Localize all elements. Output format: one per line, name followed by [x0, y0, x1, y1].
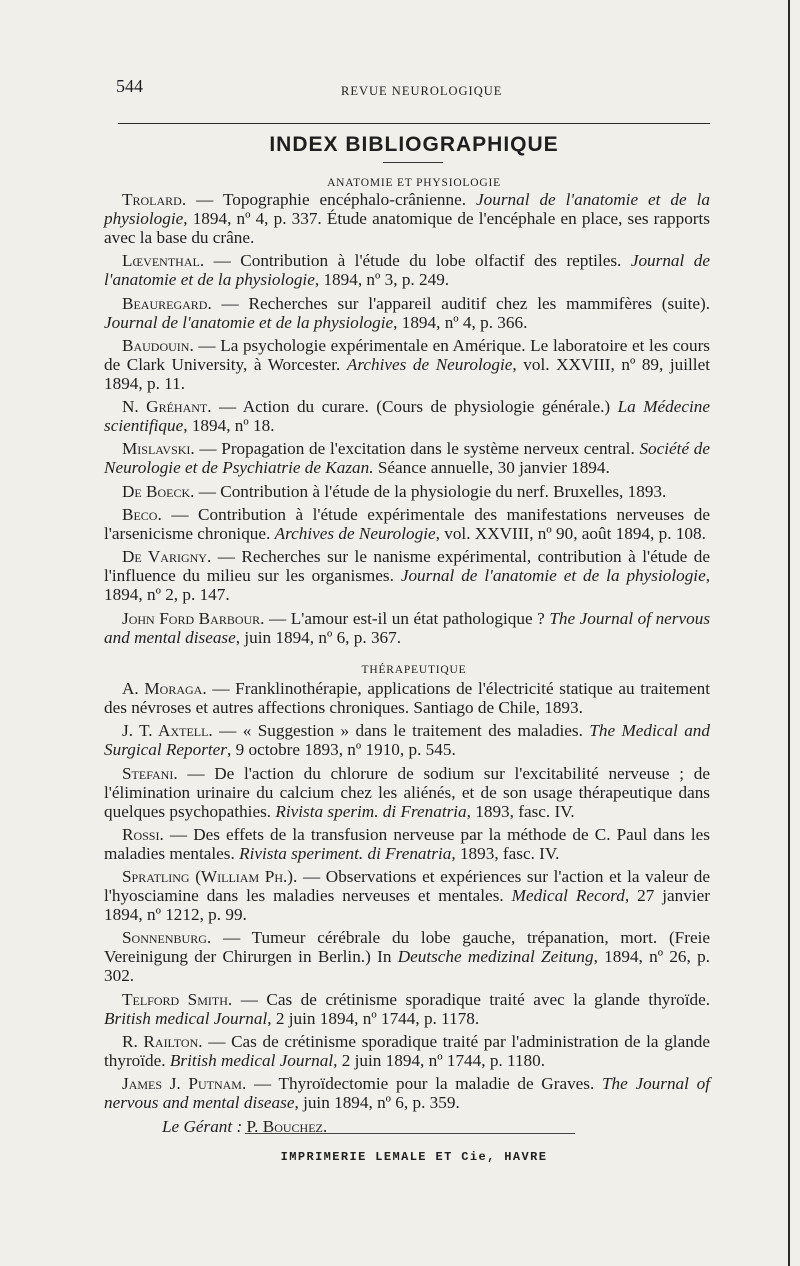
- entry-author: Telford Smith.: [122, 989, 233, 1009]
- entry-author: John Ford Barbour.: [122, 608, 265, 628]
- section-heading-anatomie: ANATOMIE ET PHYSIOLOGIE: [327, 177, 501, 189]
- entry-author: James J. Putnam.: [122, 1074, 247, 1094]
- gerant-label: Le Gérant :: [162, 1116, 243, 1136]
- entry-source: The Journal of nervous and mental disease: [104, 1074, 710, 1113]
- entry-details: , 1894, nº 2, p. 147.: [104, 566, 710, 605]
- entry-source: Rivista speriment. di Frenatria,: [239, 843, 456, 863]
- entry-details: , 27 janvier 1894, nº 1212, p. 99.: [104, 886, 710, 925]
- entry-source: Archives de Neurologie: [274, 524, 436, 544]
- entry-author: N. Gréhant.: [122, 397, 212, 417]
- entry-text: — Action du curare. (Cours de physiologie générale.): [211, 397, 618, 417]
- entry-author: Beco.: [122, 505, 162, 525]
- bibliography-entry: [104, 439, 710, 477]
- entry-text: — Contribution à l'étude du lobe olfactif des reptiles.: [204, 251, 631, 271]
- entry-author: Beauregard.: [122, 293, 212, 313]
- bibliography-entry: [104, 1074, 710, 1112]
- entry-text: — Cas de crétinisme sporadique traité avec la glande thyroïde.: [232, 989, 711, 1009]
- entry-source: Archives de Neurologie: [346, 354, 513, 374]
- entry-text: — Propagation de l'excitation dans le système nerveux central.: [194, 439, 640, 459]
- bibliography-entry: [104, 825, 710, 863]
- entry-author: Sonnenburg.: [122, 928, 212, 948]
- entry-source: Journal de l'anatomie et de la physiologie: [104, 312, 394, 332]
- entry-author: Rossi.: [122, 824, 164, 844]
- entry-author: De Varigny.: [122, 547, 212, 567]
- entry-author: Lœventhal.: [122, 251, 205, 271]
- entry-author: De Boeck.: [122, 481, 195, 501]
- section-therapeutique-entries: [104, 679, 710, 1137]
- page-title: INDEX BIBLIOGRAPHIQUE: [269, 133, 559, 156]
- entry-details: , vol. XXVIII, nº 90, août 1894, p. 108.: [435, 524, 706, 544]
- page-edge-line: [788, 0, 790, 1266]
- entry-text: — « Suggestion » dans le traitement des maladies.: [212, 721, 590, 741]
- entry-text: — De l'action du chlorure de sodium sur l'excitabilité nerveuse ; de l'élimination urinaire du calcium chez les aliénés, et de son usage thérapeutique dans quelques psychopathies.: [104, 763, 710, 821]
- entry-source: British medical Journal: [104, 1008, 268, 1028]
- entry-details: , 1893, fasc. IV.: [466, 801, 575, 821]
- entry-details: , 1894, nº 4, p. 337. Étude anatomique de l'encéphale en place, ses rapports avec la base du crâne.: [104, 209, 710, 247]
- bibliography-entry: [104, 990, 710, 1028]
- entry-details: , 1894, nº 26, p. 302.: [104, 947, 710, 986]
- entry-details: , 2 juin 1894, nº 1744, p. 1178.: [267, 1008, 480, 1028]
- entry-source: Journal de l'anatomie et de la physiologie: [400, 566, 706, 586]
- header-rule: [118, 123, 710, 124]
- printer-line: IMPRIMERIE LEMALE ET Cie, HAVRE: [280, 1150, 548, 1164]
- bibliography-entry: [104, 190, 710, 247]
- bottom-rule: [245, 1133, 575, 1134]
- entry-details: , vol. XXVIII, nº 89, juillet 1894, p. 11.: [104, 354, 710, 393]
- entry-details: , 1894, nº 4, p. 366.: [393, 312, 528, 332]
- entry-source: Journal de l'anatomie et de la physiologie: [104, 251, 710, 290]
- entry-source: Journal de l'anatomie et de la physiologie: [104, 190, 710, 228]
- journal-title: REVUE NEUROLOGIQUE: [341, 84, 503, 98]
- entry-details: Séance annuelle, 30 janvier 1894.: [373, 458, 610, 478]
- entry-author: R. Railton.: [122, 1032, 203, 1052]
- entry-author: Baudouin.: [122, 335, 194, 355]
- section-anatomie-entries: [104, 190, 710, 651]
- entry-text: — Thyroïdectomie pour la maladie de Graves.: [246, 1074, 602, 1094]
- bibliography-entry: [104, 547, 710, 604]
- entry-author: Stefani.: [122, 763, 178, 783]
- bibliography-entry: [104, 764, 710, 821]
- title-rule: [383, 162, 443, 163]
- bibliography-entry: [104, 505, 710, 543]
- entry-author: J. T. Axtell.: [122, 721, 213, 741]
- entry-source: La Médecine scientifique: [104, 397, 710, 436]
- entry-text: — Recherches sur le nanisme expérimental, contribution à l'étude de l'influence du milieu sur les organismes.: [104, 547, 710, 586]
- entry-source: Rivista sperim. di Frenatria: [275, 801, 467, 821]
- entry-text: — Recherches sur l'appareil auditif chez les mammifères (suite).: [211, 293, 710, 313]
- entry-list: [104, 679, 710, 1112]
- section-heading-therapeutique: THÉRAPEUTIQUE: [361, 664, 467, 676]
- bibliography-entry: [104, 294, 710, 332]
- entry-source: British medical Journal: [169, 1051, 334, 1071]
- bibliography-entry: [104, 251, 710, 289]
- entry-details: , 9 octobre 1893, nº 1910, p. 545.: [227, 740, 456, 760]
- entry-author: Mislavski.: [122, 439, 195, 459]
- bibliography-entry: [104, 397, 710, 435]
- bibliography-entry: [104, 679, 710, 717]
- bibliography-entry: [104, 928, 710, 985]
- entry-text: — Contribution à l'étude de la physiologie du nerf. Bruxelles, 1893.: [194, 481, 667, 501]
- entry-author: A. Moraga.: [122, 679, 207, 698]
- entry-text: — Observations et expériences sur l'action et la valeur de l'hyosciamine dans les maladies nerveuses et mentales.: [104, 867, 710, 906]
- entry-text: — Des effets de la transfusion nerveuse par la méthode de C. Paul dans les maladies mentales.: [104, 824, 710, 863]
- entry-text: — L'amour est-il un état pathologique ?: [264, 608, 550, 628]
- entry-details: 1893, fasc. IV.: [455, 843, 560, 863]
- entry-source: Medical Record: [511, 886, 625, 906]
- entry-source: Deutsche medizinal Zeitung: [397, 947, 594, 967]
- entry-details: , 1894, nº 18.: [183, 416, 275, 436]
- entry-text: — Cas de crétinisme sporadique traité par l'administration de la glande thyroïde.: [104, 1032, 711, 1071]
- entry-list: [104, 190, 710, 647]
- entry-source: Société de Neurologie et de Psychiatrie de Kazan.: [104, 439, 710, 478]
- bibliography-entry: [104, 867, 710, 924]
- entry-text: — Contribution à l'étude expérimentale des manifestations nerveuses de l'arsenicisme chronique.: [104, 505, 710, 544]
- entry-author: Trolard.: [122, 190, 187, 209]
- bibliography-entry: [104, 609, 710, 647]
- entry-details: , 1894, nº 3, p. 249.: [314, 270, 450, 290]
- bibliography-entry: [104, 482, 710, 501]
- entry-source: The Journal of nervous and mental disease: [104, 608, 711, 647]
- bibliography-entry: [104, 336, 710, 393]
- entry-text: — Franklinothérapie, applications de l'électricité statique au traitement des névroses et autres affections chroniques. Santiago de Chile, 1893.: [104, 679, 710, 717]
- page-number: 544: [116, 76, 143, 96]
- bibliography-entry: [104, 1032, 710, 1070]
- entry-text: — Topographie encéphalo-crânienne.: [186, 190, 477, 209]
- entry-text: — La psychologie expérimentale en Amérique. Le laboratoire et les cours de Clark University, à Worcester.: [104, 335, 710, 374]
- bibliography-entry: [104, 721, 710, 759]
- entry-details: , 2 juin 1894, nº 1744, p. 1180.: [333, 1051, 546, 1071]
- entry-text: — Tumeur cérébrale du lobe gauche, trépanation, mort. (Freie Vereinigung der Chirurgen in Berlin.) In: [104, 928, 710, 967]
- entry-details: , juin 1894, nº 6, p. 359.: [294, 1093, 460, 1113]
- running-head: [116, 76, 708, 100]
- gerant-name: P. Bouchez.: [246, 1116, 328, 1136]
- entry-details: , juin 1894, nº 6, p. 367.: [235, 627, 402, 647]
- entry-source: The Medical and Surgical Reporter: [104, 721, 710, 760]
- entry-author: Spratling (William Ph.).: [122, 867, 298, 887]
